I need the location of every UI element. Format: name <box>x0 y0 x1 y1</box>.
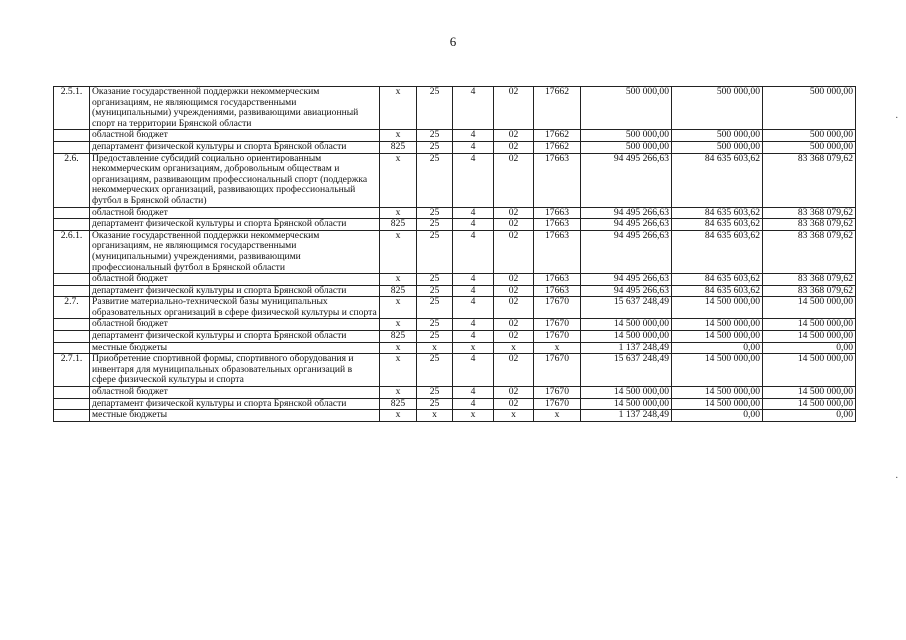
cell-year3: 83 368 079,62 <box>763 285 856 297</box>
cell-year1: 500 000,00 <box>581 87 672 130</box>
cell-year3: 14 500 000,00 <box>763 398 856 410</box>
cell-cs: x <box>494 342 534 354</box>
row-number <box>54 141 90 153</box>
row-description: областной бюджет <box>90 319 380 331</box>
cell-rz: 25 <box>417 354 453 387</box>
cell-gr: x <box>380 153 417 207</box>
cell-rz: 25 <box>417 319 453 331</box>
cell-year1: 14 500 000,00 <box>581 387 672 399</box>
cell-rz: 25 <box>417 153 453 207</box>
row-description: Предоставление субсидий социально ориентированным некоммерческим организациям, добровольным обществам и организациям, развивающим профессиональный спорт (поддержка некоммерческих организаций, развивающих профессиональный футбол в Брянской области) <box>90 153 380 207</box>
table-body <box>54 87 856 422</box>
cell-pr: 4 <box>453 87 494 130</box>
row-number <box>54 207 90 219</box>
cell-pr: 4 <box>453 274 494 286</box>
row-description: департамент физической культуры и спорта Брянской области <box>90 331 380 343</box>
cell-year1: 94 495 266,63 <box>581 285 672 297</box>
cell-year2: 14 500 000,00 <box>672 319 763 331</box>
cell-rz: 25 <box>417 87 453 130</box>
page-number: 6 <box>449 34 457 49</box>
cell-cs: 02 <box>494 297 534 319</box>
cell-year2: 84 635 603,62 <box>672 207 763 219</box>
table-row <box>54 230 856 273</box>
cell-gr: x <box>380 230 417 273</box>
cell-year1: 1 137 248,49 <box>581 410 672 422</box>
cell-rz: 25 <box>417 398 453 410</box>
cell-cs: 02 <box>494 87 534 130</box>
table-row <box>54 342 856 354</box>
cell-code: x <box>534 410 581 422</box>
table-row <box>54 285 856 297</box>
row-description: местные бюджеты <box>90 410 380 422</box>
cell-year1: 94 495 266,63 <box>581 274 672 286</box>
table-row <box>54 398 856 410</box>
cell-code: 17663 <box>534 153 581 207</box>
cell-code: 17670 <box>534 387 581 399</box>
cell-code: 17663 <box>534 207 581 219</box>
cell-gr: 825 <box>380 398 417 410</box>
cell-rz: 25 <box>417 130 453 142</box>
row-number <box>54 331 90 343</box>
cell-year1: 14 500 000,00 <box>581 331 672 343</box>
row-description: департамент физической культуры и спорта Брянской области <box>90 219 380 231</box>
cell-rz: x <box>417 410 453 422</box>
cell-year2: 14 500 000,00 <box>672 354 763 387</box>
cell-cs: 02 <box>494 130 534 142</box>
cell-gr: x <box>380 410 417 422</box>
table-row <box>54 331 856 343</box>
cell-pr: 4 <box>453 285 494 297</box>
row-description: департамент физической культуры и спорта Брянской области <box>90 285 380 297</box>
cell-year1: 15 637 248,49 <box>581 354 672 387</box>
row-number <box>54 387 90 399</box>
cell-gr: x <box>380 297 417 319</box>
cell-year3: 83 368 079,62 <box>763 207 856 219</box>
cell-rz: 25 <box>417 230 453 273</box>
row-number <box>54 319 90 331</box>
cell-year3: 83 368 079,62 <box>763 274 856 286</box>
cell-year3: 83 368 079,62 <box>763 219 856 231</box>
cell-gr: 825 <box>380 219 417 231</box>
cell-year3: 0,00 <box>763 342 856 354</box>
cell-code: 17670 <box>534 297 581 319</box>
cell-cs: x <box>494 410 534 422</box>
cell-year3: 83 368 079,62 <box>763 230 856 273</box>
cell-pr: 4 <box>453 297 494 319</box>
cell-code: 17662 <box>534 130 581 142</box>
row-number: 2.7. <box>54 297 90 319</box>
cell-gr: x <box>380 342 417 354</box>
row-number: 2.5.1. <box>54 87 90 130</box>
margin-mark: . <box>895 470 898 481</box>
cell-code: x <box>534 342 581 354</box>
table-row <box>54 219 856 231</box>
cell-year2: 0,00 <box>672 410 763 422</box>
cell-gr: x <box>380 387 417 399</box>
table-row <box>54 130 856 142</box>
table-row <box>54 319 856 331</box>
cell-rz: 25 <box>417 219 453 231</box>
cell-cs: 02 <box>494 153 534 207</box>
cell-code: 17662 <box>534 141 581 153</box>
cell-pr: 4 <box>453 141 494 153</box>
table-row <box>54 87 856 130</box>
cell-year3: 14 500 000,00 <box>763 354 856 387</box>
cell-cs: 02 <box>494 274 534 286</box>
cell-year3: 500 000,00 <box>763 141 856 153</box>
row-description: областной бюджет <box>90 274 380 286</box>
row-description: департамент физической культуры и спорта Брянской области <box>90 398 380 410</box>
cell-cs: 02 <box>494 141 534 153</box>
cell-rz: 25 <box>417 141 453 153</box>
cell-cs: 02 <box>494 319 534 331</box>
row-description: местные бюджеты <box>90 342 380 354</box>
cell-rz: 25 <box>417 207 453 219</box>
cell-year2: 14 500 000,00 <box>672 387 763 399</box>
cell-year3: 500 000,00 <box>763 87 856 130</box>
cell-pr: 4 <box>453 130 494 142</box>
cell-pr: 4 <box>453 331 494 343</box>
cell-year2: 84 635 603,62 <box>672 153 763 207</box>
cell-year1: 14 500 000,00 <box>581 319 672 331</box>
row-description: Оказание государственной поддержки некоммерческим организациям, не являющимся государственными (муниципальными) учреждениями, развивающими авиационный спорт на территории Брянской области <box>90 87 380 130</box>
cell-code: 17670 <box>534 331 581 343</box>
cell-year1: 15 637 248,49 <box>581 297 672 319</box>
cell-cs: 02 <box>494 331 534 343</box>
budget-table <box>53 86 856 422</box>
cell-rz: 25 <box>417 297 453 319</box>
cell-gr: 825 <box>380 331 417 343</box>
cell-pr: 4 <box>453 354 494 387</box>
cell-year2: 14 500 000,00 <box>672 297 763 319</box>
cell-cs: 02 <box>494 387 534 399</box>
cell-year2: 500 000,00 <box>672 87 763 130</box>
cell-gr: x <box>380 274 417 286</box>
row-number <box>54 274 90 286</box>
cell-year1: 94 495 266,63 <box>581 153 672 207</box>
cell-cs: 02 <box>494 207 534 219</box>
row-description: областной бюджет <box>90 387 380 399</box>
cell-year1: 94 495 266,63 <box>581 230 672 273</box>
row-number <box>54 130 90 142</box>
cell-rz: 25 <box>417 274 453 286</box>
cell-year3: 14 500 000,00 <box>763 319 856 331</box>
cell-rz: 25 <box>417 331 453 343</box>
row-description: Приобретение спортивной формы, спортивного оборудования и инвентаря для муниципальных образовательных организаций в сфере физической культуры и спорта <box>90 354 380 387</box>
cell-gr: x <box>380 207 417 219</box>
row-description: Развитие материально-технической базы муниципальных образовательных организаций в сфере физической культуры и спорта <box>90 297 380 319</box>
cell-year3: 14 500 000,00 <box>763 387 856 399</box>
cell-cs: 02 <box>494 398 534 410</box>
cell-year3: 0,00 <box>763 410 856 422</box>
row-number <box>54 285 90 297</box>
cell-gr: 825 <box>380 285 417 297</box>
table-row <box>54 141 856 153</box>
cell-gr: x <box>380 87 417 130</box>
cell-year1: 94 495 266,63 <box>581 219 672 231</box>
cell-pr: 4 <box>453 219 494 231</box>
cell-year3: 14 500 000,00 <box>763 331 856 343</box>
row-description: областной бюджет <box>90 207 380 219</box>
cell-pr: 4 <box>453 319 494 331</box>
cell-year2: 14 500 000,00 <box>672 398 763 410</box>
row-number <box>54 410 90 422</box>
cell-pr: 4 <box>453 398 494 410</box>
cell-pr: 4 <box>453 387 494 399</box>
row-number <box>54 219 90 231</box>
cell-year2: 14 500 000,00 <box>672 331 763 343</box>
row-number: 2.6.1. <box>54 230 90 273</box>
cell-year3: 14 500 000,00 <box>763 297 856 319</box>
cell-pr: x <box>453 342 494 354</box>
row-number: 2.6. <box>54 153 90 207</box>
cell-gr: x <box>380 354 417 387</box>
row-description: Оказание государственной поддержки некоммерческим организациям, не являющимся государственными (муниципальными) учреждениями, развивающими профессиональный футбол в Брянской области <box>90 230 380 273</box>
cell-cs: 02 <box>494 354 534 387</box>
row-number <box>54 342 90 354</box>
cell-code: 17662 <box>534 87 581 130</box>
cell-rz: 25 <box>417 285 453 297</box>
cell-gr: x <box>380 130 417 142</box>
cell-code: 17670 <box>534 319 581 331</box>
cell-year2: 500 000,00 <box>672 141 763 153</box>
cell-code: 17663 <box>534 230 581 273</box>
table-row <box>54 153 856 207</box>
cell-gr: x <box>380 319 417 331</box>
cell-year2: 0,00 <box>672 342 763 354</box>
cell-year2: 84 635 603,62 <box>672 219 763 231</box>
cell-rz: 25 <box>417 387 453 399</box>
table-row <box>54 297 856 319</box>
cell-year2: 84 635 603,62 <box>672 274 763 286</box>
margin-mark: . <box>895 110 898 121</box>
cell-pr: x <box>453 410 494 422</box>
cell-year1: 1 137 248,49 <box>581 342 672 354</box>
row-number <box>54 398 90 410</box>
cell-year1: 500 000,00 <box>581 141 672 153</box>
table-row <box>54 387 856 399</box>
cell-code: 17670 <box>534 398 581 410</box>
table-row <box>54 274 856 286</box>
cell-code: 17670 <box>534 354 581 387</box>
cell-year3: 500 000,00 <box>763 130 856 142</box>
row-description: областной бюджет <box>90 130 380 142</box>
cell-year3: 83 368 079,62 <box>763 153 856 207</box>
cell-cs: 02 <box>494 219 534 231</box>
cell-gr: 825 <box>380 141 417 153</box>
row-description: департамент физической культуры и спорта Брянской области <box>90 141 380 153</box>
cell-cs: 02 <box>494 285 534 297</box>
cell-year1: 500 000,00 <box>581 130 672 142</box>
cell-year2: 500 000,00 <box>672 130 763 142</box>
cell-code: 17663 <box>534 219 581 231</box>
cell-cs: 02 <box>494 230 534 273</box>
cell-rz: x <box>417 342 453 354</box>
cell-year1: 14 500 000,00 <box>581 398 672 410</box>
cell-code: 17663 <box>534 285 581 297</box>
cell-year2: 84 635 603,62 <box>672 230 763 273</box>
table-row <box>54 410 856 422</box>
cell-code: 17663 <box>534 274 581 286</box>
cell-pr: 4 <box>453 230 494 273</box>
table-row <box>54 354 856 387</box>
cell-year1: 94 495 266,63 <box>581 207 672 219</box>
cell-pr: 4 <box>453 153 494 207</box>
table-row <box>54 207 856 219</box>
cell-year2: 84 635 603,62 <box>672 285 763 297</box>
row-number: 2.7.1. <box>54 354 90 387</box>
cell-pr: 4 <box>453 207 494 219</box>
